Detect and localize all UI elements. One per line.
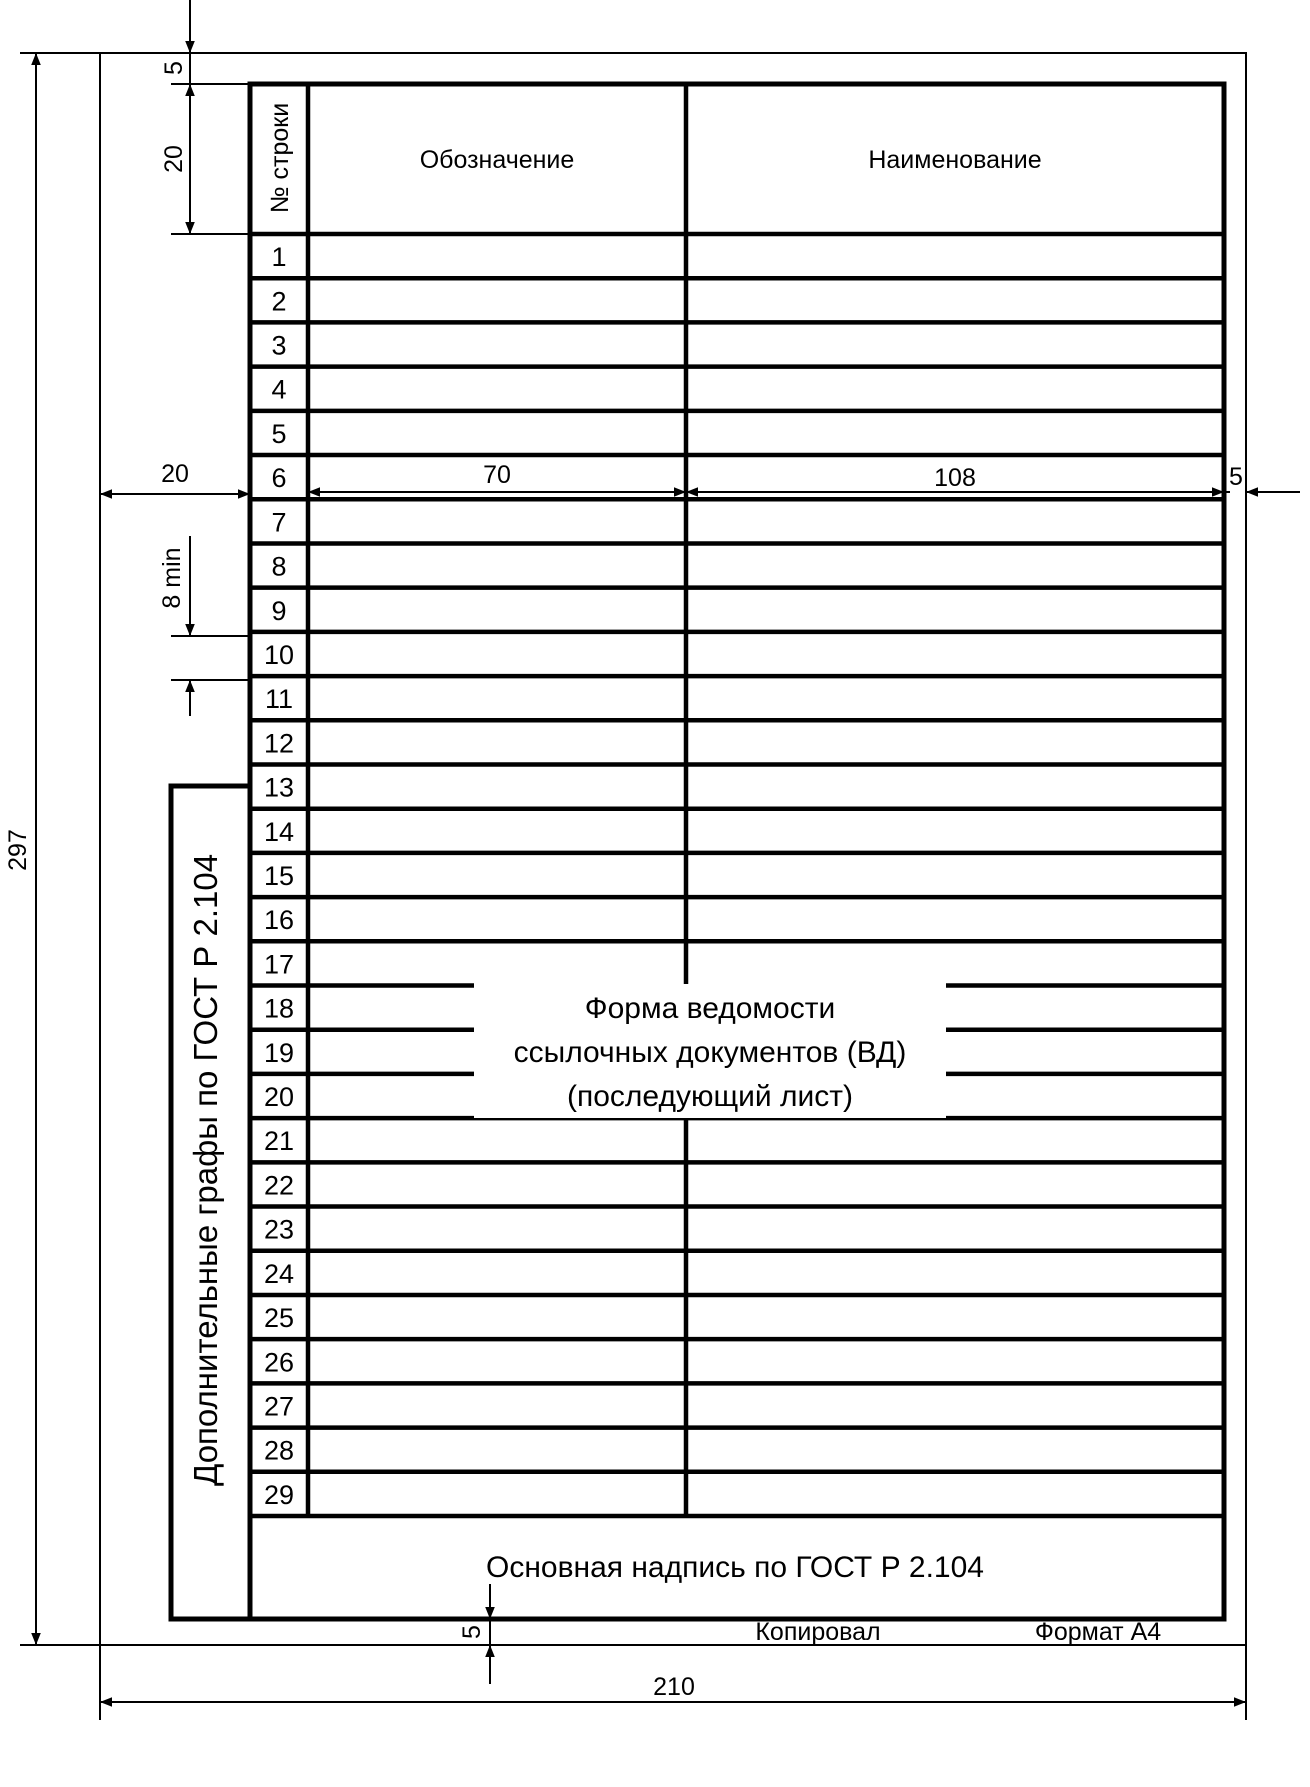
row-number: 4 [271,374,287,405]
center-note-line3: (последующий лист) [567,1080,853,1113]
row-number: 2 [271,286,287,317]
row-number: 13 [263,772,295,803]
row-lines [250,278,1224,1472]
dim-name-width: 108 [934,464,976,492]
dim-sheet-height: 297 [4,829,32,871]
dim-bottom-margin: 5 [458,1625,486,1639]
row-number: 24 [263,1258,295,1289]
row-number: 20 [263,1082,295,1113]
dim-designation-width: 70 [483,461,511,489]
header-designation: Обозначение [419,146,575,174]
row-number: 5 [271,418,287,449]
row-number: 17 [263,949,295,980]
row-number: 14 [263,816,295,847]
row-number: 29 [263,1479,295,1510]
header-row-number: № строки [266,102,294,214]
row-number: 25 [263,1303,295,1334]
dim-header-height: 20 [160,145,188,173]
footer-copied: Копировал [755,1618,881,1646]
dim-sheet-width: 210 [653,1673,695,1701]
row-number: 12 [263,728,295,759]
dim-left-margin: 20 [161,460,189,488]
footer-format: Формат А4 [1034,1618,1162,1646]
row-number: 23 [263,1214,295,1245]
header-name: Наименование [868,146,1042,174]
row-number: 6 [271,463,287,494]
row-number: 27 [263,1391,295,1422]
row-number: 15 [263,861,295,891]
row-number: 26 [263,1347,295,1378]
row-number: 22 [263,1170,295,1201]
row-number: 19 [263,1037,295,1068]
center-note-line1: Форма ведомости [584,992,836,1025]
side-columns-label: Дополнительные графы по ГОСТ Р 2.104 [187,853,224,1487]
row-number: 1 [271,242,287,273]
center-note-line2: ссылочных документов (ВД) [513,1036,907,1069]
row-number: 9 [271,595,287,626]
dim-top-margin: 5 [160,61,188,75]
row-numbers [264,242,294,1510]
row-number: 7 [271,507,287,538]
title-block-label: Основная надпись по ГОСТ Р 2.104 [486,1551,984,1584]
row-number: 16 [263,905,295,936]
row-number: 10 [263,639,295,670]
row-number: 3 [271,330,287,361]
dim-right-margin: 5 [1229,463,1243,491]
row-number: 18 [263,993,295,1024]
row-number: 28 [263,1435,295,1466]
row-number: 11 [264,684,294,715]
row-number: 21 [263,1126,295,1157]
dim-row-height: 8 min [158,547,186,609]
row-number: 8 [271,551,287,582]
